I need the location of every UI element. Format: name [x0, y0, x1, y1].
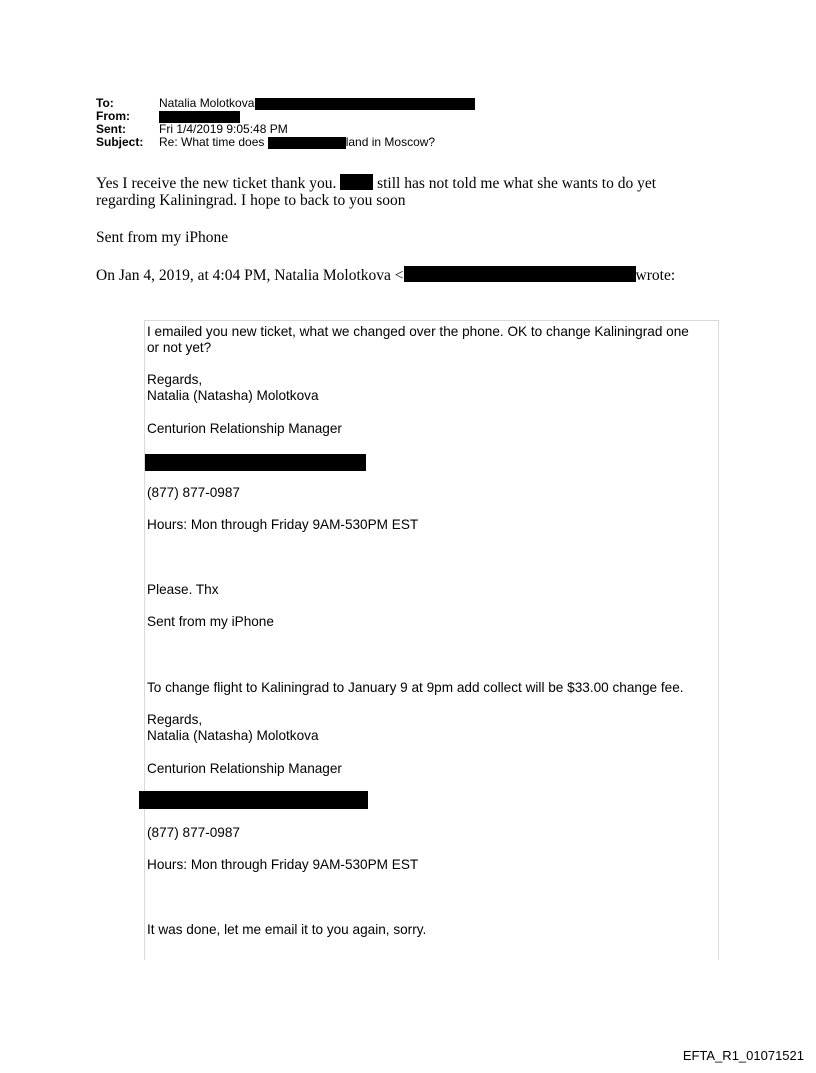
sender-hours: Hours: Mon through Friday 9AM-530PM EST — [147, 517, 419, 532]
quote-intro-wrote: wrote: — [635, 267, 676, 284]
redaction-bar — [255, 98, 475, 110]
sender-phone: (877) 877-0987 — [147, 485, 240, 500]
redaction-bar — [340, 174, 373, 190]
sender-title: Centurion Relationship Manager — [147, 421, 342, 436]
from-label: From: — [96, 109, 130, 123]
to-value: Natalia Molotkova — [159, 96, 255, 110]
reply-text: still has not told me what she wants to do yet — [377, 175, 657, 192]
quoted-line: To change flight to Kaliningrad to January 9 at 9pm add collect will be $33.00 change fee. — [147, 680, 684, 695]
sender-title: Centurion Relationship Manager — [147, 761, 342, 776]
document-id: EFTA_R1_01071521 — [682, 1048, 804, 1063]
reply-line-1 — [96, 174, 656, 193]
quote-intro — [96, 266, 675, 285]
subject-suffix: land in Moscow? — [345, 135, 436, 149]
quoted-line: or not yet? — [147, 340, 212, 355]
sent-value: Fri 1/4/2019 9:05:48 PM — [159, 122, 288, 136]
quoted-line: Please. Thx — [147, 582, 219, 597]
redaction-bar — [145, 454, 366, 471]
quote-intro-text: On Jan 4, 2019, at 4:04 PM, Natalia Molotkova < — [96, 267, 404, 284]
regards-label: Regards, — [147, 372, 203, 387]
redaction-bar — [268, 137, 346, 149]
sender-name: Natalia (Natasha) Molotkova — [147, 728, 319, 743]
quoted-line: Sent from my iPhone — [147, 614, 274, 629]
sender-name: Natalia (Natasha) Molotkova — [147, 388, 319, 403]
subject-label: Subject: — [96, 135, 144, 149]
redaction-bar — [404, 266, 636, 282]
reply-text: Yes I receive the new ticket thank you. — [96, 175, 337, 192]
subject-prefix: Re: What time does — [159, 135, 265, 149]
sender-phone: (877) 877-0987 — [147, 825, 240, 840]
sent-label: Sent: — [96, 122, 126, 136]
to-label: To: — [96, 96, 114, 110]
quoted-line: It was done, let me email it to you again, sorry. — [147, 922, 427, 937]
reply-signature: Sent from my iPhone — [96, 229, 229, 246]
regards-label: Regards, — [147, 712, 203, 727]
quoted-line: I emailed you new ticket, what we changed over the phone. OK to change Kaliningrad one — [147, 324, 689, 339]
sender-hours: Hours: Mon through Friday 9AM-530PM EST — [147, 857, 419, 872]
reply-line-2: regarding Kaliningrad. I hope to back to you soon — [96, 192, 406, 209]
redaction-bar — [139, 791, 368, 809]
